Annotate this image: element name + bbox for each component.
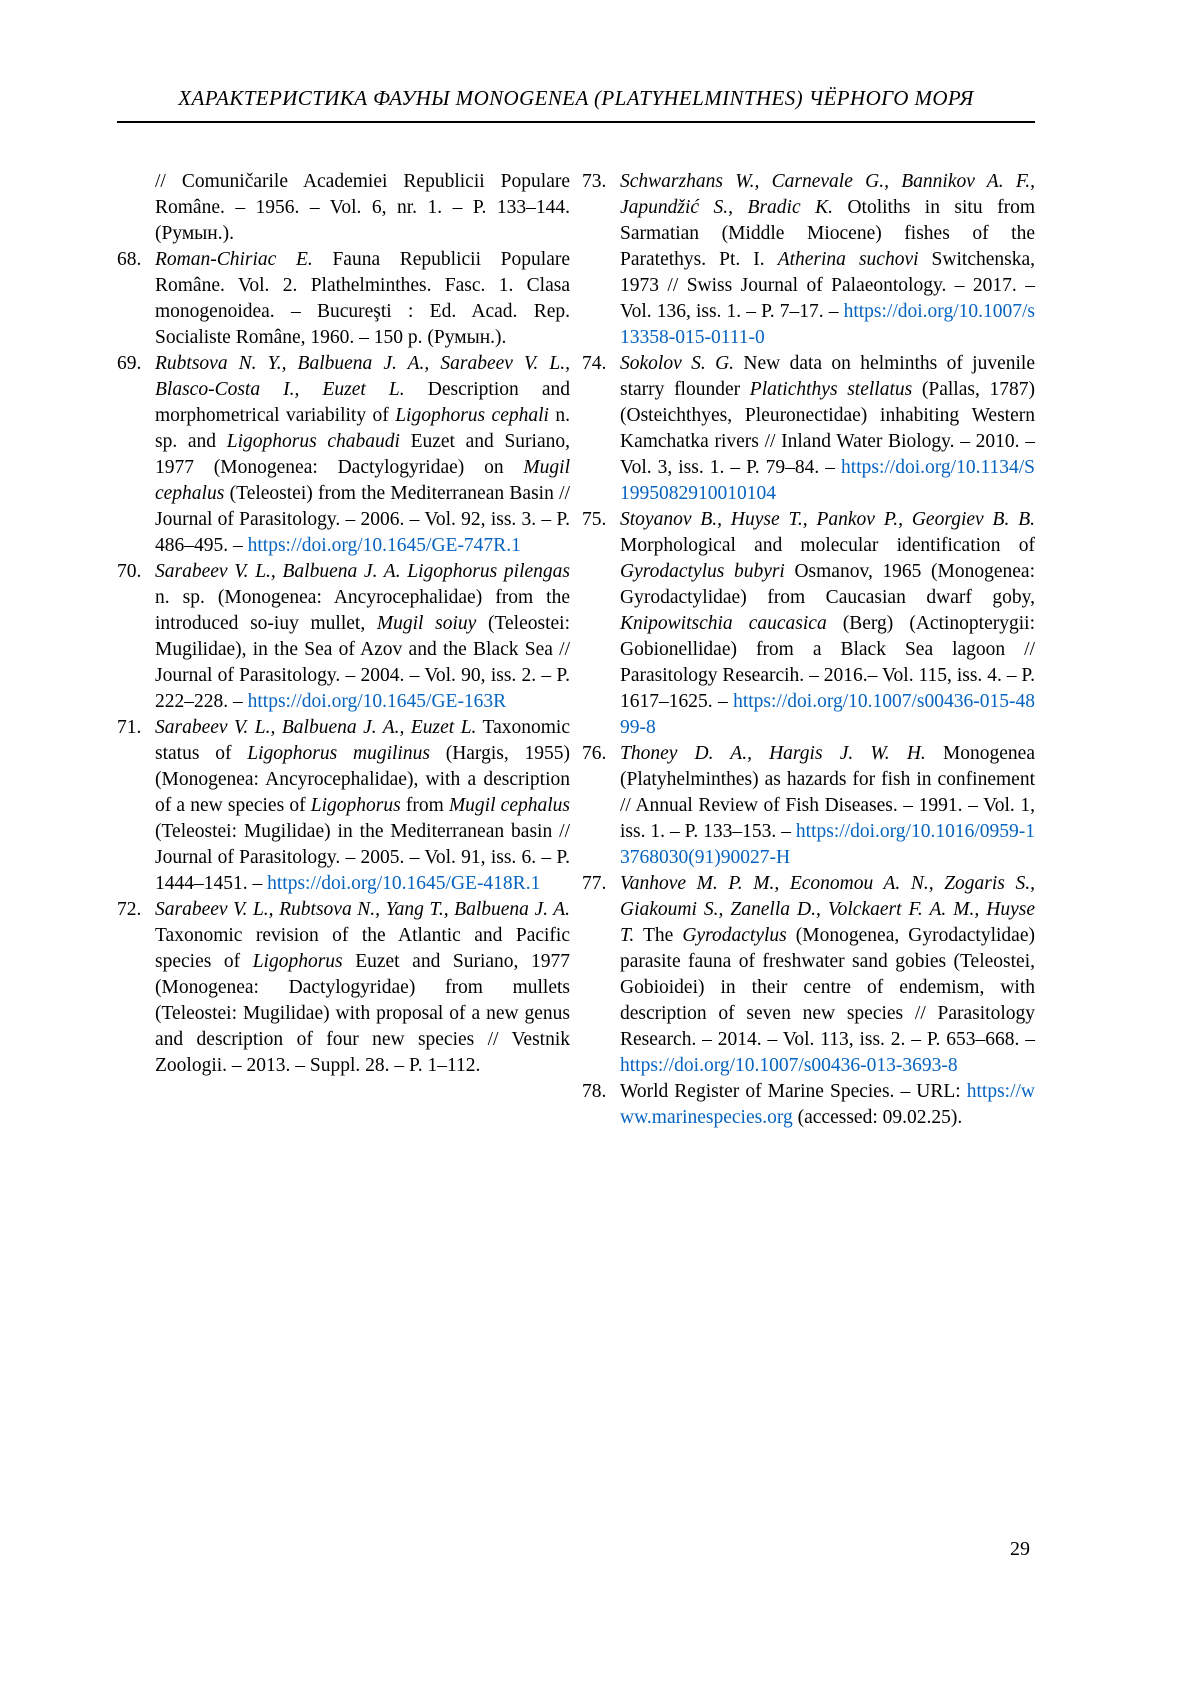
italic-text-segment: Ligophorus [252,951,343,972]
page-number: 29 [1010,1538,1030,1560]
reference-entry [582,169,1035,351]
italic-text-segment: Thoney D. A., Hargis J. W. H. [620,743,926,764]
italic-text-segment: Sarabeev V. L., Balbuena J. A. [155,561,401,582]
italic-text-segment: Sokolov S. G. [620,353,735,374]
text-segment: n. sp. and [155,405,570,452]
reference-entry [117,351,570,559]
italic-text-segment: Gyrodactylus [682,925,787,946]
text-segment: New data on helminths of juvenile starry flounder [620,353,1035,400]
reference-text [155,717,570,894]
text-segment: Switchenska, 1973 // Swiss Journal of Palaeontology. – 2017. – Vol. 136, iss. 1. – P. 7–17. – [620,249,1035,322]
text-segment: World Register of Marine Species. – URL: [620,1081,967,1102]
reference-link[interactable]: https://doi.org/10.1007/s13358-015-0111-0 [620,301,1035,348]
reference-link[interactable]: https://doi.org/10.1645/GE-747R.1 [247,535,521,556]
italic-text-segment: Atherina suchovi [777,249,919,270]
text-segment: Morphological and molecular identification of [620,535,1035,556]
text-segment: The [634,925,683,946]
italic-text-segment: Roman-Chiriac E. [155,249,313,270]
text-segment: Euzet and Suriano, 1977 (Monogenea: Dactylogyridae) on [155,431,570,478]
reference-entry [117,897,570,1079]
text-segment: (Monogenea, Gyrodactylidae) parasite fauna of freshwater sand gobies (Teleostei, Gobioidei) in their centre of endemism, with description of seven new species // Parasitology Research. – 2014. – Vol. 113, iss. 2. – P. 653–668. – [620,925,1035,1050]
text-segment: Description and morphometrical variability of [155,379,570,426]
italic-text-segment: Mugil cephalus [155,457,570,504]
reference-number: 72. [117,899,142,920]
italic-text-segment: Schwarzhans W., Carnevale G., Bannikov A. F., Japundžić S., Bradic K. [620,171,1035,218]
reference-link[interactable]: https://www.marinespecies.org [620,1081,1035,1128]
text-segment: Taxonomic revision of the Atlantic and Pacific species of [155,925,570,972]
italic-text-segment: Platichthys stellatus [749,379,913,400]
reference-entry [117,169,570,247]
italic-text-segment: Ligophorus cephali [395,405,549,426]
reference-text [620,743,1035,868]
reference-link[interactable]: https://doi.org/10.1007/s00436-013-3693-8 [620,1055,958,1076]
italic-text-segment: Ligophorus chabaudi [226,431,400,452]
reference-text [155,561,570,712]
reference-number: 76. [582,743,607,764]
reference-entry [117,559,570,715]
text-segment: Osmanov, 1965 (Monogenea: Gyrodactylidae) from Caucasian dwarf goby, [620,561,1035,608]
reference-number: 74. [582,353,607,374]
italic-text-segment: Mugil cephalus [448,795,570,816]
text-segment: from [400,795,449,816]
text-segment: Monogenea (Platyhelminthes) as hazards for fish in confinement // Annual Review of Fish Diseases. – 1991. – Vol. 1, iss. 1. – P. 133–153. – [620,743,1035,842]
references-columns [117,169,1035,1131]
reference-entry [582,351,1035,507]
text-segment: (Teleostei: Mugilidae) in the Mediterranean basin // Journal of Parasitology. – 2005. – Vol. 91, iss. 6. – P. 1444–1451. – [155,821,570,894]
reference-number: 70. [117,561,142,582]
italic-text-segment: Ligophorus [310,795,401,816]
reference-text [155,249,570,348]
text-segment: (Pallas, 1787) (Osteichthyes, Pleuronectidae) inhabiting Western Kamchatka rivers // Inland Water Biology. – 2010. – Vol. 3, iss. 1. – P. 79–84. – [620,379,1035,478]
reference-link[interactable]: https://doi.org/10.1007/s00436-015-4899-8 [620,691,1035,738]
reference-link[interactable]: https://doi.org/10.1016/0959-13768030(91)90027-H [620,821,1035,868]
reference-link[interactable]: https://doi.org/10.1645/GE-418R.1 [267,873,541,894]
reference-entry [117,247,570,351]
reference-number: 75. [582,509,607,530]
italic-text-segment: Gyrodactylus bubyri [620,561,785,582]
references-column-left [117,169,570,1131]
italic-text-segment: Mugil soiuy [376,613,477,634]
reference-entry [582,741,1035,871]
italic-text-segment: Sarabeev V. L., Balbuena J. A., Euzet L. [155,717,477,738]
reference-number: 73. [582,171,607,192]
text-segment: Taxonomic status of [155,717,570,764]
reference-number: 78. [582,1081,607,1102]
text-segment: n. sp. (Monogenea: Ancyrocephalidae) from the introduced so-iuy mullet, [155,587,570,634]
text-segment: (Teleostei: Mugilidae), in the Sea of Azov and the Black Sea // Journal of Parasitology. – 2004. – Vol. 90, iss. 2. – P. 222–228. – [155,613,570,712]
reference-text [620,873,1035,1076]
references-column-right [582,169,1035,1131]
reference-link[interactable]: https://doi.org/10.1645/GE-163R [247,691,507,712]
text-segment: (accessed: 09.02.25). [792,1107,963,1128]
text-segment: (Hargis, 1955) (Monogenea: Ancyrocephalidae), with a description of a new species of [155,743,570,816]
reference-entry [582,871,1035,1079]
reference-number: 69. [117,353,142,374]
italic-text-segment: Knipowitschia caucasica [620,613,827,634]
italic-text-segment: Stoyanov B., Huyse T., Pankov P., Georgiev B. B. [620,509,1035,530]
reference-entry [582,507,1035,741]
italic-text-segment: Ligophorus pilengas [407,561,571,582]
reference-text [155,899,570,1076]
text-segment: Otoliths in situ from Sarmatian (Middle Miocene) fishes of the Paratethys. Pt. I. [620,197,1035,270]
text-segment: (Teleostei) from the Mediterranean Basin // Journal of Parasitology. – 2006. – Vol. 92, iss. 3. – P. 486–495. – [155,483,570,556]
text-segment: Fauna Republicii Populare Române. Vol. 2. Plathelminthes. Fasc. 1. Clasa monogenoidea. – Bucureşti : Ed. Acad. Rep. Socialiste Române, 1960. – 150 p. (Румын.). [155,249,570,348]
text-segment: Euzet and Suriano, 1977 (Monogenea: Dactylogyridae) from mullets (Teleostei: Mugilidae) with proposal of a new genus and description of four new species // Vestnik Zoologii. – 2013. – Suppl. 28. – P. 1–112. [155,951,570,1076]
italic-text-segment: Sarabeev V. L., Rubtsova N., Yang T., Balbuena J. A. [155,899,570,920]
reference-entry [117,715,570,897]
italic-text-segment: Rubtsova N. Y., Balbuena J. A., Sarabeev V. L., Blasco-Costa I., Euzet L. [155,353,570,400]
reference-text [620,171,1035,348]
reference-number: 71. [117,717,142,738]
reference-link[interactable]: https://doi.org/10.1134/S1995082910010104 [620,457,1035,504]
text-segment: (Berg) (Actinopterygii: Gobionellidae) from a Black Sea lagoon // Parasitology Researcih. – 2016.– Vol. 115, iss. 4. – P. 1617–1625. – [620,613,1035,712]
reference-text [620,509,1035,738]
reference-text [620,353,1035,504]
reference-text [155,353,570,556]
reference-text [155,171,570,244]
running-header-title: ХАРАКТЕРИСТИКА ФАУНЫ MONOGENEA (PLATYHELMINTHES) ЧЁРНОГО МОРЯ [178,86,974,110]
text-segment: // Comuničarile Academiei Republicii Populare Române. – 1956. – Vol. 6, nr. 1. – P. 133–144. (Румын.). [155,171,570,244]
italic-text-segment: Ligophorus mugilinus [247,743,430,764]
running-header [117,86,1035,123]
reference-number: 68. [117,249,142,270]
reference-number: 77. [582,873,607,894]
reference-entry [582,1079,1035,1131]
italic-text-segment: Vanhove M. P. M., Economou A. N., Zogaris S., Giakoumi S., Zanella D., Volckaert F. A. M., Huyse T. [620,873,1035,946]
reference-text [620,1081,1035,1128]
